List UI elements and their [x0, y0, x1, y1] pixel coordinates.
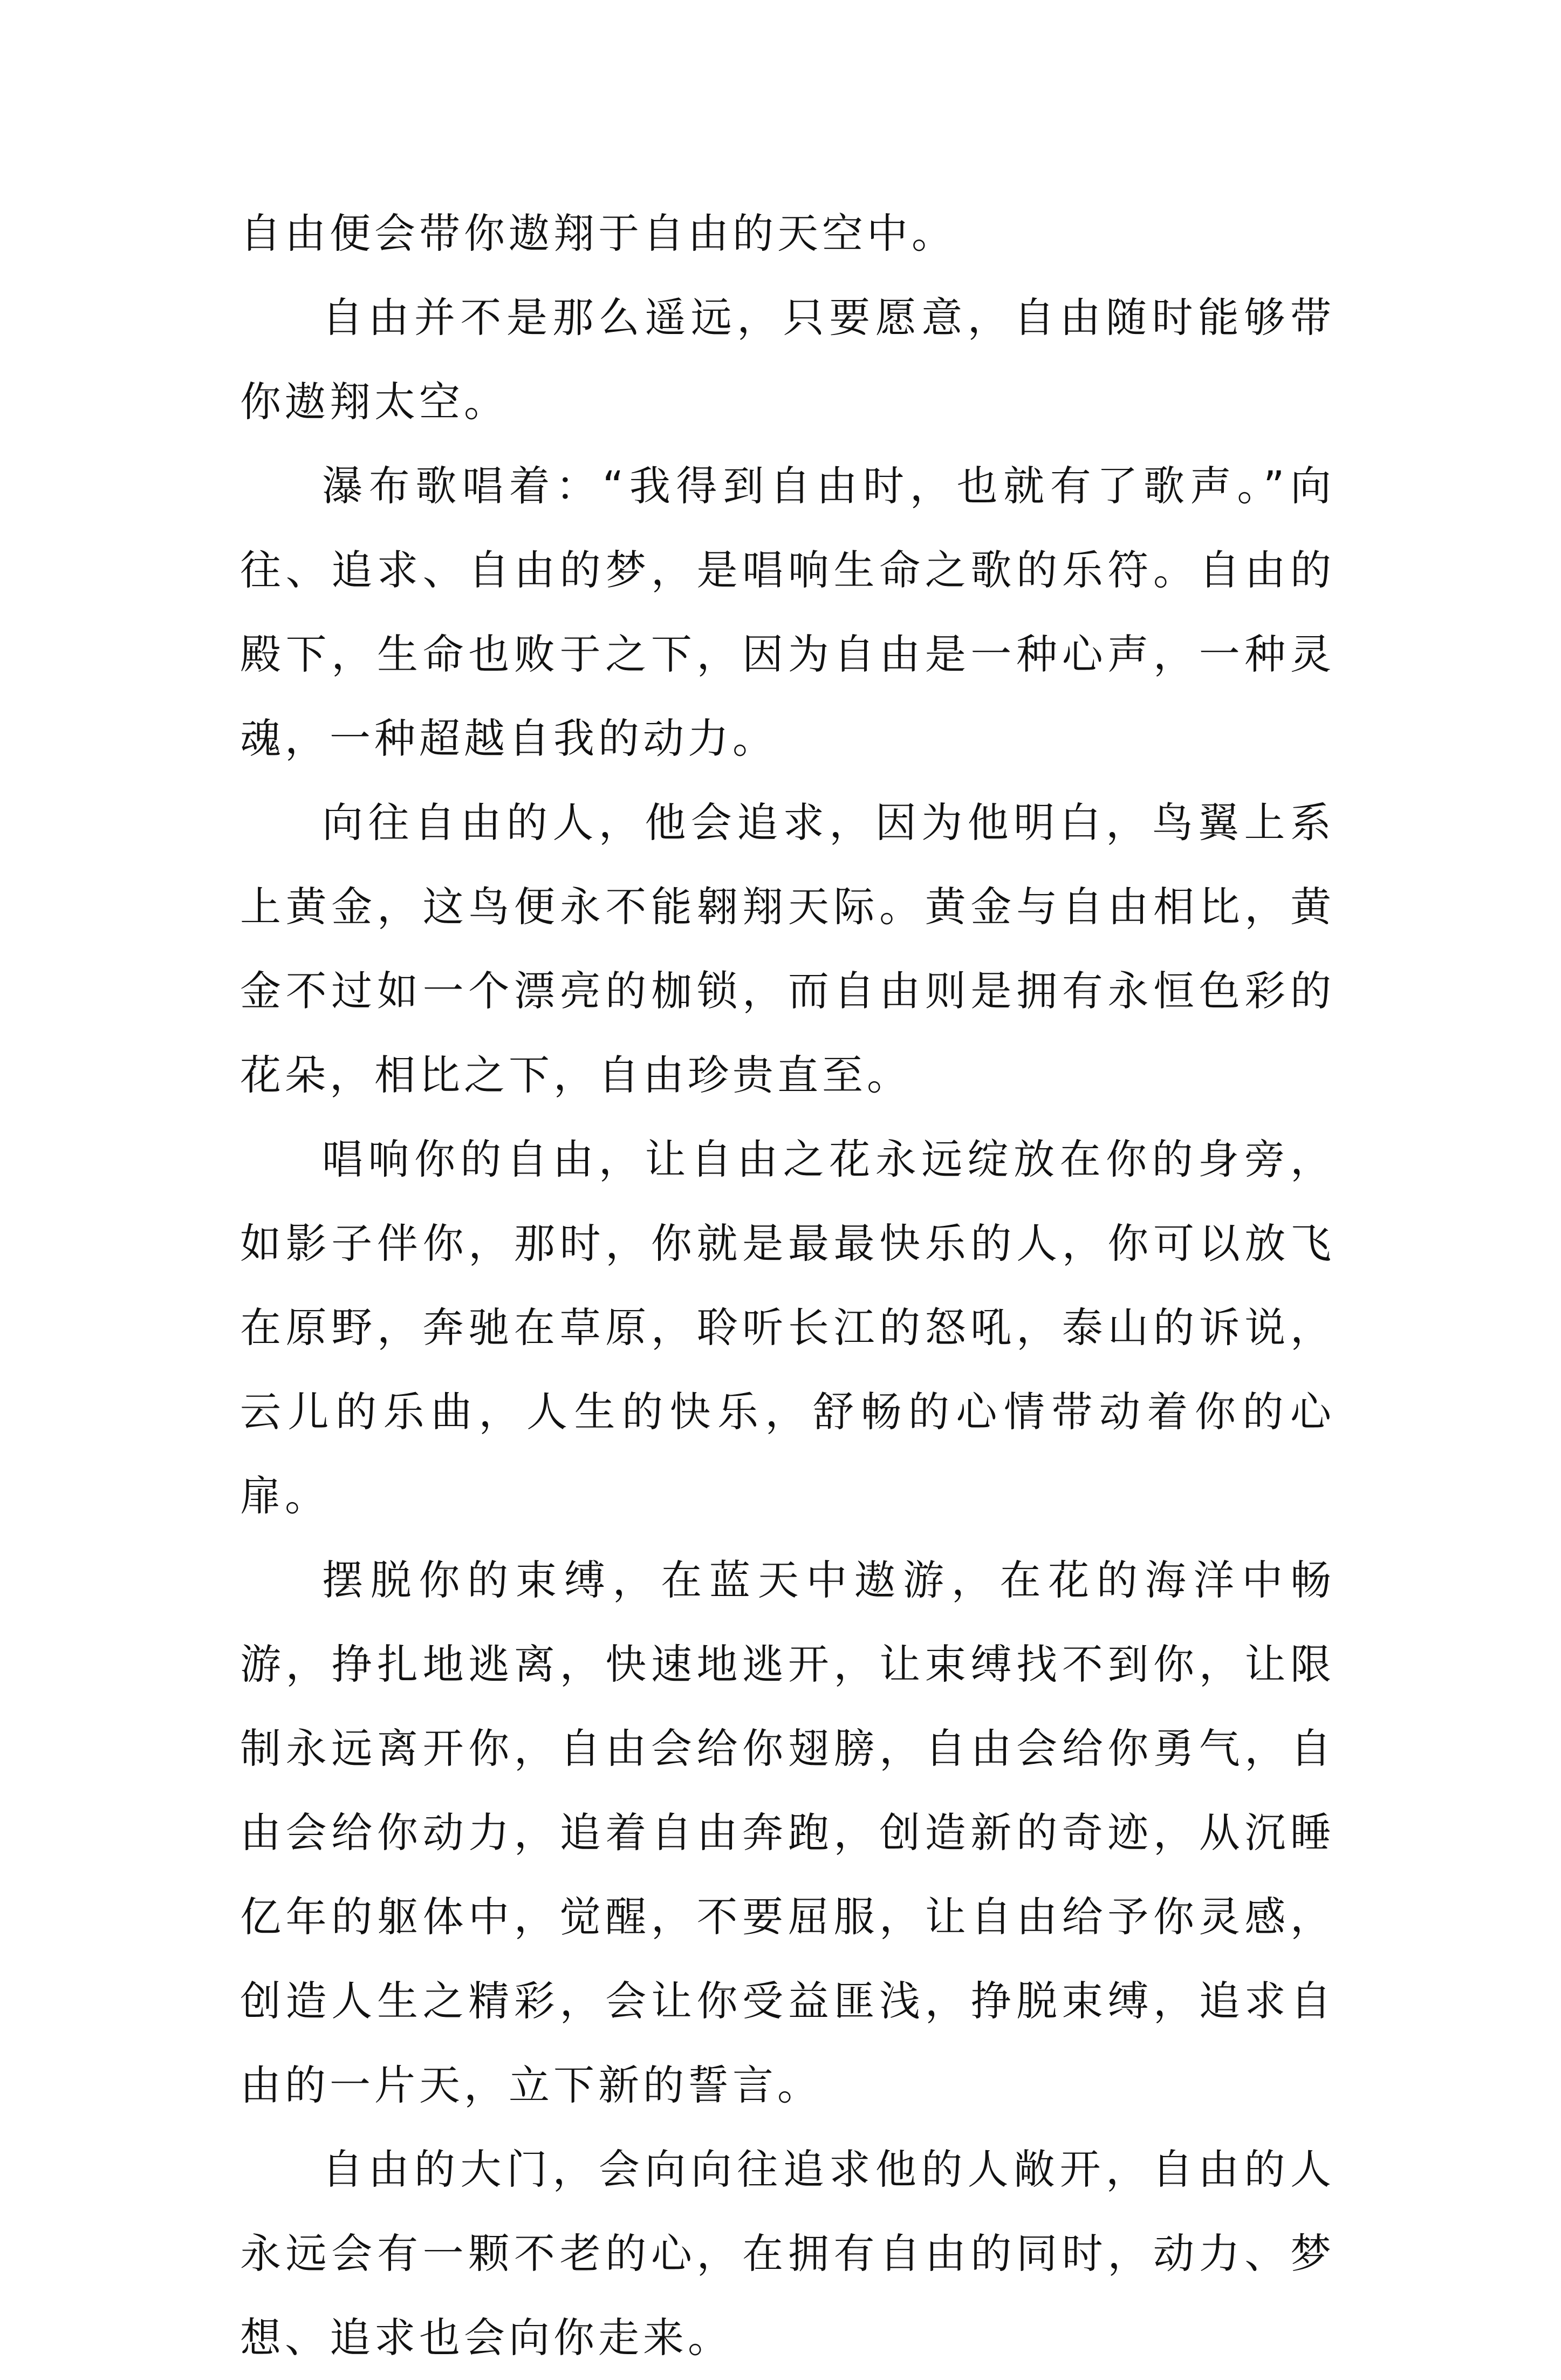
paragraph-5: 唱响你的自由，让自由之花永远绽放在你的身旁，如影子伴你，那时，你就是最最快乐的人，你可以放飞在原野，奔驰在草原，聆听长江的怒吼，泰山的诉说，云儿的乐曲，人生的快乐，舒畅的心情带动着你的心扉。	[240, 1135, 1335, 1520]
paragraph-4: 向往自由的人，他会追求，因为他明白，鸟翼上系上黄金，这鸟便永不能翱翔天际。黄金与自由相比，黄金不过如一个漂亮的枷锁，而自由则是拥有永恒色彩的花朵，相比之下，自由珍贵直至。	[240, 799, 1335, 1099]
paragraph-1: 自由便会带你遨翔于自由的天空中。	[240, 209, 956, 257]
paragraph-2: 自由并不是那么遥远，只要愿意，自由随时能够带你遨翔太空。	[240, 294, 1335, 426]
paragraph-7: 自由的大门，会向向往追求他的人敞开，自由的人永远会有一颗不老的心，在拥有自由的同时，动力、梦想、追求也会向你走来。	[240, 2145, 1335, 2362]
document-body	[240, 192, 1335, 2380]
paragraph-6: 摆脱你的束缚，在蓝天中遨游，在花的海洋中畅游，挣扎地逃离，快速地逃开，让束缚找不到你，让限制永远离开你，自由会给你翅膀，自由会给你勇气，自由会给你动力，追着自由奔跑，创造新的奇迹，从沉睡亿年的躯体中，觉醒，不要屈服，让自由给予你灵感，创造人生之精彩，会让你受益匪浅，挣脱束缚，追求自由的一片天，立下新的誓言。	[240, 1556, 1335, 2109]
paragraph-3: 瀑布歌唱着：“我得到自由时，也就有了歌声。”向往、追求、自由的梦，是唱响生命之歌的乐符。自由的殿下，生命也败于之下，因为自由是一种心声，一种灵魂，一种超越自我的动力。	[240, 462, 1335, 762]
